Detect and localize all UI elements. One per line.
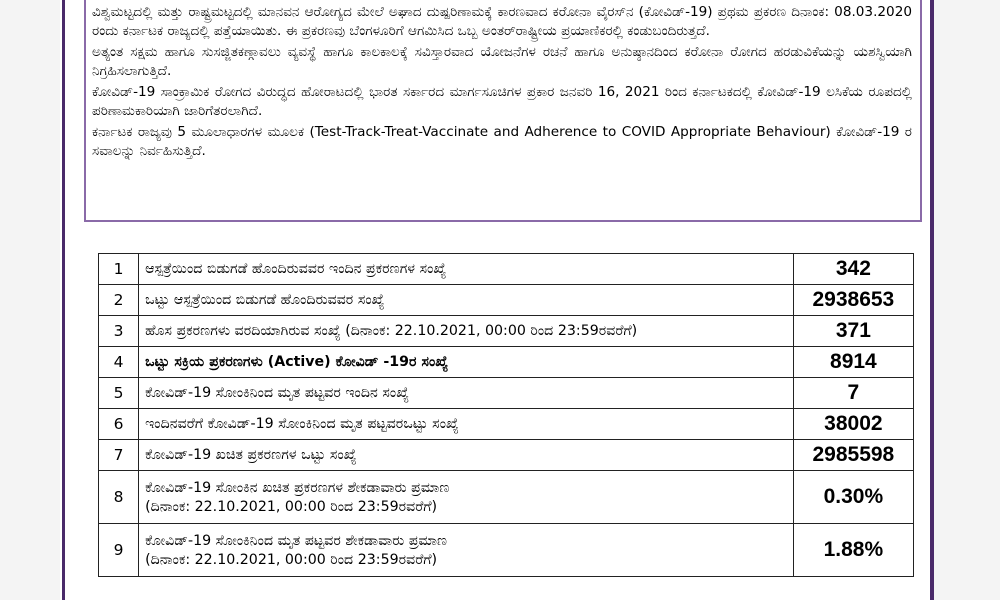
table-row xyxy=(99,316,914,347)
row-description-line-2: (ದಿನಾಂಕ: 22.10.2021, 00:00 ರಿಂದ 23:59ರವರೆಗೆ) xyxy=(145,498,438,515)
intro-paragraph-1: ವಿಶ್ವಮಟ್ಟದಲ್ಲಿ ಮತ್ತು ರಾಷ್ಟ್ರಮಟ್ಟದಲ್ಲಿ ಮಾನವನ ಆರೋಗ್ಯದ ಮೇಲೆ ಅಘಾದ ದುಷ್ಪರಿಣಾಮಕ್ಕೆ ಕಾರಣವಾದ ಕರೋನಾ ವೈರಸ್‌ನ (ಕೋವಿಡ್-19) ಪ್ರಥಮ ಪ್ರಕರಣ ದಿನಾಂಕ: 08.03.2020 ರಂದು ಕರ್ನಾಟಕ ರಾಜ್ಯದಲ್ಲಿ ಪತ್ತೆಯಾಯಿತು. ಈ ಪ್ರಕರಣವು ಬೆಂಗಳೂರಿಗೆ ಆಗಮಿಸಿದ ಒಬ್ಬ ಅಂತರ್‌ರಾಷ್ಟ್ರೀಯ ಪ್ರಯಾಣಿಕರಲ್ಲಿ ಕಂಡುಬಂದಿರುತ್ತದೆ. xyxy=(92,4,912,39)
table-row xyxy=(99,347,914,378)
row-value: 2938653 xyxy=(793,285,913,316)
row-number: 3 xyxy=(99,316,139,347)
row-value: 38002 xyxy=(793,409,913,440)
row-number: 9 xyxy=(99,524,139,577)
row-description: ಇಂದಿನವರೆಗೆ ಕೋವಿಡ್-19 ಸೋಂಕಿನಿಂದ ಮೃತ ಪಟ್ಟವರಒಟ್ಟು ಸಂಖ್ಯೆ xyxy=(139,409,794,440)
row-value: 342 xyxy=(793,254,913,285)
row-value: 7 xyxy=(793,378,913,409)
row-description-line-2: (ದಿನಾಂಕ: 22.10.2021, 00:00 ರಿಂದ 23:59ರವರೆಗೆ) xyxy=(145,551,438,568)
row-number: 4 xyxy=(99,347,139,378)
row-number: 8 xyxy=(99,471,139,524)
table-row xyxy=(99,471,914,524)
left-border-rule xyxy=(62,0,65,600)
row-value: 2985598 xyxy=(793,440,913,471)
row-description: ಒಟ್ಟು ಸಕ್ರಿಯ ಪ್ರಕರಣಗಳು (Active) ಕೋವಿಡ್ -19ರ ಸಂಖ್ಯೆ xyxy=(139,347,794,378)
table-row xyxy=(99,440,914,471)
row-description: ಆಸ್ಪತ್ರೆಯಿಂದ ಬಿಡುಗಡೆ ಹೊಂದಿರುವವರ ಇಂದಿನ ಪ್ರಕರಣಗಳ ಸಂಖ್ಯೆ xyxy=(139,254,794,285)
table-row xyxy=(99,524,914,577)
row-description: ಒಟ್ಟು ಆಸ್ಪತ್ರೆಯಿಂದ ಬಿಡುಗಡೆ ಹೊಂದಿರುವವರ ಸಂಖ್ಯೆ xyxy=(139,285,794,316)
table-row xyxy=(99,254,914,285)
row-description: ಹೊಸ ಪ್ರಕರಣಗಳು ವರದಿಯಾಗಿರುವ ಸಂಖ್ಯೆ (ದಿನಾಂಕ: 22.10.2021, 00:00 ರಿಂದ 23:59ರವರೆಗೆ) xyxy=(139,316,794,347)
row-description: ಕೋವಿಡ್-19 ಸೋಂಕಿನಿಂದ ಮೃತ ಪಟ್ಟವರ ಇಂದಿನ ಸಂಖ್ಯೆ xyxy=(139,378,794,409)
covid-statistics-table xyxy=(98,253,914,577)
row-number: 6 xyxy=(99,409,139,440)
row-number: 5 xyxy=(99,378,139,409)
right-margin xyxy=(934,0,1000,600)
row-description-line-1: ಕೋವಿಡ್-19 ಸೋಂಕಿನ ಖಚಿತ ಪ್ರಕರಣಗಳ ಶೇಕಡಾವಾರು ಪ್ರಮಾಣ xyxy=(145,479,450,496)
row-description xyxy=(139,524,794,577)
left-margin xyxy=(0,0,60,600)
intro-text-box xyxy=(84,0,922,222)
row-value: 371 xyxy=(793,316,913,347)
intro-paragraph-3: ಕೋವಿಡ್-19 ಸಾಂಕ್ರಾಮಿಕ ರೋಗದ ವಿರುದ್ಧದ ಹೋರಾಟದಲ್ಲಿ ಭಾರತ ಸರ್ಕಾರದ ಮಾರ್ಗಸೂಚಿಗಳ ಪ್ರಕಾರ ಜನವರಿ 16, 2021 ರಿಂದ ಕರ್ನಾಟಕದಲ್ಲಿ ಕೋವಿಡ್-19 ಲಸಿಕೆಯ ರೂಪದಲ್ಲಿ ಪರಿಣಾಮಕಾರಿಯಾಗಿ ಜಾರಿಗೆತರಲಾಗಿದೆ. xyxy=(92,84,912,119)
row-number: 2 xyxy=(99,285,139,316)
table-row xyxy=(99,409,914,440)
intro-paragraph-4: ಕರ್ನಾಟಕ ರಾಜ್ಯವು 5 ಮೂಲಾಧಾರಗಳ ಮೂಲಕ (Test-Track-Treat-Vaccinate and Adherence to COVID Appropriate Behaviour) ಕೋವಿಡ್-19 ರ ಸವಾಲನ್ನು ನಿರ್ವಹಿಸುತ್ತಿದೆ. xyxy=(92,124,912,159)
row-description-line-1: ಕೋವಿಡ್-19 ಸೋಂಕಿನಿಂದ ಮೃತ ಪಟ್ಟವರ ಶೇಕಡಾವಾರು ಪ್ರಮಾಣ xyxy=(145,532,448,549)
table-row xyxy=(99,285,914,316)
row-number: 1 xyxy=(99,254,139,285)
row-description: ಕೋವಿಡ್-19 ಖಚಿತ ಪ್ರಕರಣಗಳ ಒಟ್ಟು ಸಂಖ್ಯೆ xyxy=(139,440,794,471)
row-value: 8914 xyxy=(793,347,913,378)
right-border-rule xyxy=(930,0,934,600)
intro-paragraph-2: ಅತ್ಯಂತ ಸಕ್ಷಮ ಹಾಗೂ ಸುಸಜ್ಜಿತಕಣ್ಗಾವಲು ವ್ಯವಸ್ಥೆ ಹಾಗೂ ಕಾಲಕಾಲಕ್ಕೆ ಸವಿಸ್ತಾರವಾದ ಯೋಜನೆಗಳ ರಚನೆ ಹಾಗೂ ಅನುಷ್ಠಾನದಿಂದ ಕರೋನಾ ರೋಗದ ಹರಡುವಿಕೆಯನ್ನು ಯಶಸ್ವಿಯಾಗಿ ನಿಗ್ರಹಿಸಲಾಗುತ್ತಿದೆ. xyxy=(92,44,912,79)
row-value: 0.30% xyxy=(793,471,913,524)
row-value: 1.88% xyxy=(793,524,913,577)
table-row xyxy=(99,378,914,409)
row-description xyxy=(139,471,794,524)
row-number: 7 xyxy=(99,440,139,471)
